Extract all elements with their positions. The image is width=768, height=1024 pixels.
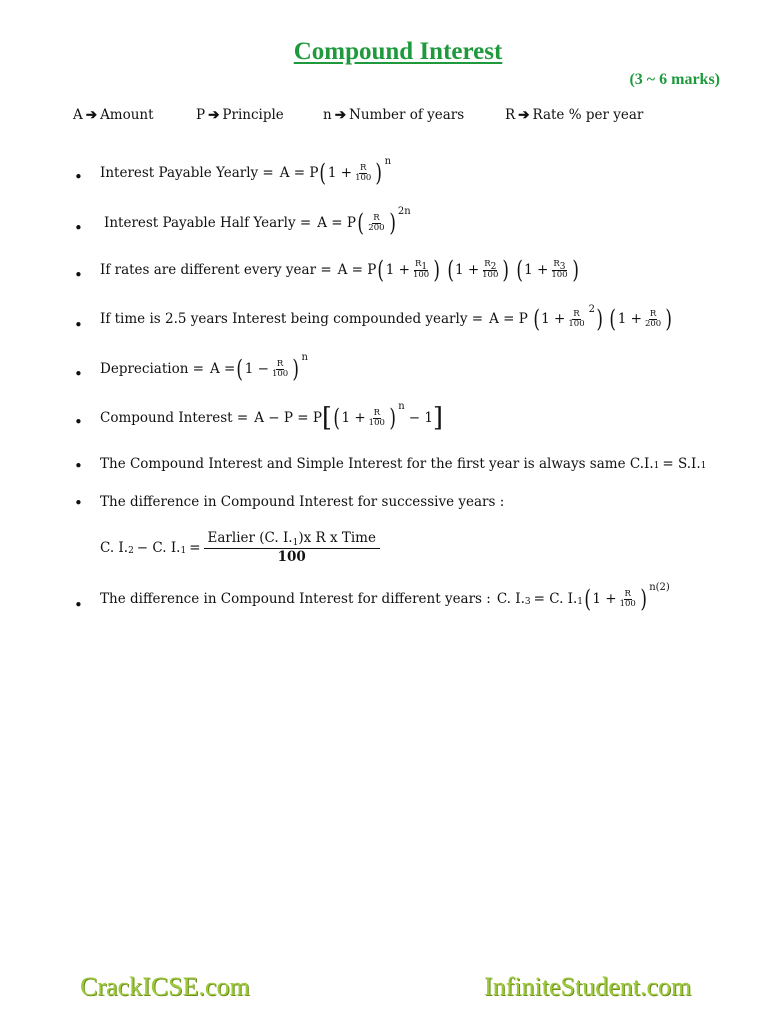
denominator: 100 xyxy=(482,269,499,280)
bullet-icon: • xyxy=(74,413,83,431)
formula-text: )x R x Time xyxy=(298,530,376,546)
subscript: 1 xyxy=(292,538,299,548)
item-label: The difference in Compound Interest for different years : xyxy=(100,591,491,607)
formula-text: − C. I. xyxy=(136,540,181,557)
item-label: The difference in Compound Interest for successive years : xyxy=(100,494,505,510)
denominator: 100 xyxy=(619,598,636,609)
formula-text: C. I. xyxy=(496,591,525,607)
numerator: R xyxy=(573,308,580,319)
note-successive-years xyxy=(100,494,504,510)
exponent: 2 xyxy=(588,303,595,315)
bullet-icon: • xyxy=(74,316,83,334)
fraction xyxy=(271,360,289,379)
bullet-icon: • xyxy=(74,365,83,383)
item-label: If rates are different every year = xyxy=(100,262,332,278)
fraction xyxy=(644,310,662,329)
legend-principle xyxy=(196,107,284,123)
formula-text: 1 + xyxy=(617,311,642,327)
subscript: 2 xyxy=(490,262,497,273)
fraction xyxy=(204,530,380,566)
exponent: n xyxy=(301,351,308,363)
bullet-icon: • xyxy=(74,596,83,614)
formula-text: A = P xyxy=(317,215,356,231)
legend-text: Amount xyxy=(100,107,154,123)
legend-symbol: A xyxy=(73,107,83,123)
fraction xyxy=(481,260,499,279)
legend-amount xyxy=(73,107,154,123)
exponent: n xyxy=(398,400,405,412)
fraction xyxy=(619,590,637,609)
numerator: R xyxy=(276,358,284,369)
formula-text: 1 + xyxy=(341,410,366,426)
arrow-icon: ➔ xyxy=(208,107,220,123)
legend-text: Rate % per year xyxy=(532,107,644,123)
formula-different-years xyxy=(100,581,670,613)
denominator: 200 xyxy=(644,318,662,329)
denominator: 100 xyxy=(355,172,372,183)
formula-expression: A = P ( 1 + $\frac{R1}{100}$ ) ( 1 + $\frac{R2}{100}$ ) ( 1 + $\frac{R3}{100}$ ) xyxy=(337,256,579,284)
denominator: 100 xyxy=(368,417,385,428)
fraction xyxy=(368,409,386,428)
legend-symbol: P xyxy=(196,107,206,123)
denominator: 100 xyxy=(412,269,430,280)
bullet-icon: • xyxy=(74,457,83,475)
formula-yearly xyxy=(100,155,392,187)
formula-text: A = P xyxy=(337,262,377,278)
formula-text: A = P xyxy=(279,165,319,181)
fraction xyxy=(367,214,385,233)
fraction xyxy=(354,164,372,183)
page-title: Compound Interest xyxy=(293,38,503,65)
numerator-symbol: R xyxy=(553,259,560,270)
legend-symbol: R xyxy=(505,107,516,123)
formula-text: 1 + xyxy=(385,262,410,278)
arrow-icon: ➔ xyxy=(85,107,98,123)
formula-text: A = P xyxy=(489,311,528,327)
formula-compound-interest xyxy=(100,400,444,433)
item-label: Depreciation = xyxy=(100,361,204,377)
formula-different-rates xyxy=(100,258,580,282)
numerator: R xyxy=(373,212,380,223)
formula-successive xyxy=(100,530,380,566)
formula-text: 1 + xyxy=(541,311,566,327)
denominator: 100 xyxy=(551,269,568,280)
item-label: The Compound Interest and Simple Interest for the first year is always same C.I. xyxy=(100,456,654,472)
formula-text: 1 − xyxy=(244,361,269,377)
item-label: Interest Payable Yearly = xyxy=(100,165,274,181)
formula-depreciation xyxy=(100,351,308,383)
formula-expression: A = ( 1 − $\frac{R}{100}$ ) n xyxy=(210,351,308,383)
formula-expression: A − P = P [ ( 1 + $\frac{R}{100}$ ) n − 1 ] xyxy=(254,400,444,433)
legend-text: Principle xyxy=(222,107,284,123)
fraction xyxy=(550,260,568,279)
footer-right-logo: InfiniteStudent.com xyxy=(484,972,692,1001)
formula-text: = xyxy=(189,540,201,557)
item-label: Compound Interest = xyxy=(100,410,249,426)
formula-text: C. I. xyxy=(100,540,129,557)
subscript: 3 xyxy=(524,597,531,607)
subscript: 1 xyxy=(421,262,428,273)
denominator: 100 xyxy=(277,548,306,565)
numerator: R xyxy=(624,588,631,599)
formula-text: Earlier (C. I. xyxy=(207,530,293,546)
item-label: Interest Payable Half Yearly = xyxy=(104,215,312,231)
fraction xyxy=(567,310,585,329)
arrow-icon: ➔ xyxy=(334,107,347,123)
bullet-icon: • xyxy=(74,168,83,186)
numerator xyxy=(204,530,380,549)
bullet-icon: • xyxy=(74,219,83,237)
subscript: 1 xyxy=(577,597,584,607)
formula-expression: A = P ( $\frac{R}{200}$ ) 2n xyxy=(317,205,411,237)
exponent: n xyxy=(384,155,392,167)
footer-left-logo: CrackICSE.com xyxy=(80,972,250,1001)
legend-rate xyxy=(505,107,643,123)
subscript: 1 xyxy=(180,546,187,557)
formula-text: 1 + xyxy=(327,165,353,181)
formula-text: A = xyxy=(210,361,236,377)
subscript: 3 xyxy=(559,262,566,273)
formula-text: 1 + xyxy=(524,262,549,278)
exponent: 2n xyxy=(397,205,411,217)
formula-text: = C. I. xyxy=(533,591,578,607)
fraction xyxy=(412,260,430,279)
item-label: If time is 2.5 years Interest being compounded yearly = xyxy=(100,311,484,327)
numerator-symbol: R xyxy=(415,259,422,270)
numerator-symbol: R xyxy=(484,259,491,270)
legend-symbol: n xyxy=(323,107,332,123)
numerator: R xyxy=(359,162,367,173)
formula-text: − 1 xyxy=(408,410,433,426)
formula-expression: A = P ( 1 + $\frac{R}{100}$ 2 ) ( 1 + $\frac{R}{200}$ ) xyxy=(489,303,673,333)
bullet-icon: • xyxy=(74,266,83,284)
legend-text: Number of years xyxy=(349,107,465,123)
legend-years xyxy=(323,107,464,123)
marks-label: (3 ~ 6 marks) xyxy=(629,71,720,88)
denominator: 100 xyxy=(568,318,585,329)
formula-expression: A = P ( 1 + $\frac{R}{100}$ ) n xyxy=(279,155,392,187)
denominator: 100 xyxy=(271,368,289,379)
formula-half-yearly xyxy=(104,205,411,237)
subscript: 1 xyxy=(700,461,707,471)
numerator: R xyxy=(649,308,657,319)
formula-two-half-years xyxy=(100,303,674,333)
formula-expression: C. I. 3 = C. I. 1 ( 1 + $\frac{R}{100}$ ) n(2) xyxy=(496,581,670,613)
denominator: 200 xyxy=(368,222,385,233)
item-label: = S.I. xyxy=(662,456,701,472)
formula-text: A − P = P xyxy=(254,410,322,426)
subscript: 2 xyxy=(128,546,134,557)
subscript: 1 xyxy=(653,461,660,471)
arrow-icon: ➔ xyxy=(518,107,530,123)
note-first-year xyxy=(100,456,706,472)
numerator: R xyxy=(373,407,380,418)
exponent: n(2) xyxy=(649,581,670,593)
formula-text: 1 + xyxy=(454,262,480,278)
formula-text: 1 + xyxy=(592,591,617,607)
bullet-icon: • xyxy=(74,494,83,512)
